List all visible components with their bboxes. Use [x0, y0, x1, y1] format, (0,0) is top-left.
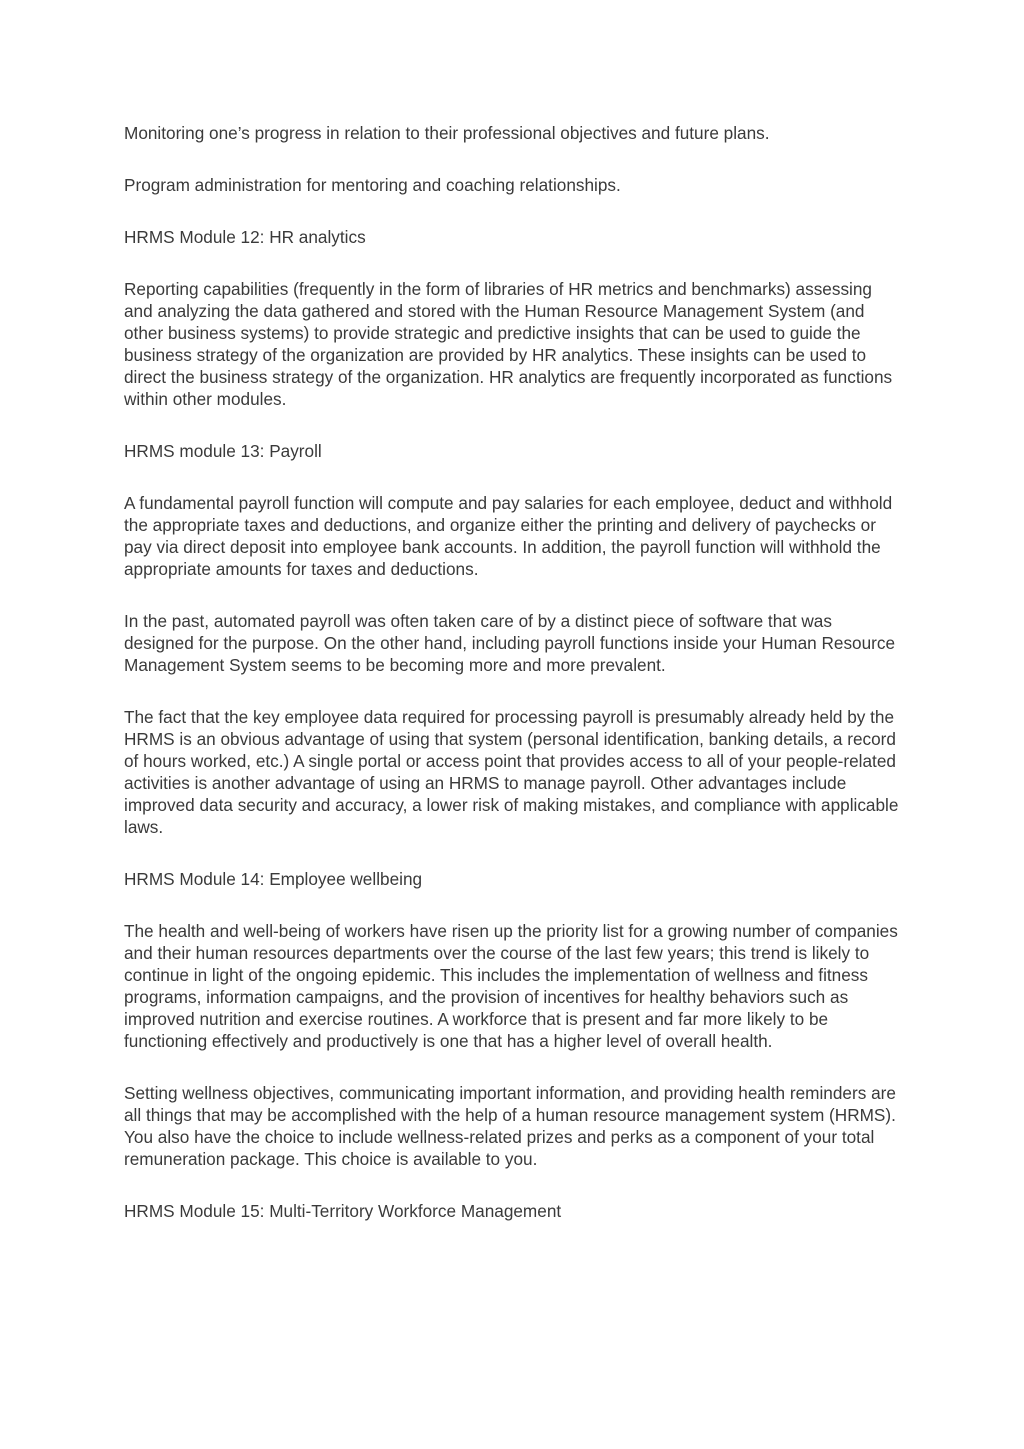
heading-module-14: HRMS Module 14: Employee wellbeing	[124, 869, 423, 889]
paragraph-payroll-history: In the past, automated payroll was often taken care of by a distinct piece of software that was designed for the purpose. On the other hand, including payroll functions inside your Human Resource Management System seems to be becoming more and more prevalent.	[124, 611, 896, 675]
heading-module-15: HRMS Module 15: Multi-Territory Workforce Management	[124, 1201, 562, 1221]
paragraph-employee-wellbeing: The health and well-being of workers have risen up the priority list for a growing number of companies and their human resources departments over the course of the last few years; this trend is likely to continue in light of the ongoing epidemic. This includes the implementation of wellness and fitness programs, information campaigns, and the provision of incentives for healthy behaviors such as improved nutrition and exercise routines. A workforce that is present and far more likely to be functioning effectively and productively is one that has a higher level of overall health.	[124, 921, 898, 1051]
document-body	[124, 122, 904, 1252]
paragraph-payroll-advantages: The fact that the key employee data required for processing payroll is presumably already held by the HRMS is an obvious advantage of using that system (personal identification, banking details, a record of hours worked, etc.) A single portal or access point that provides access to all of your people-related activities is another advantage of using an HRMS to manage payroll. Other advantages include improved data security and accuracy, a lower risk of making mistakes, and compliance with applicable laws.	[124, 707, 899, 837]
paragraph-mentoring-programs: Program administration for mentoring and coaching relationships.	[124, 175, 621, 195]
heading-module-13: HRMS module 13: Payroll	[124, 441, 322, 461]
heading-module-12: HRMS Module 12: HR analytics	[124, 227, 366, 247]
paragraph-wellness-objectives: Setting wellness objectives, communicating important information, and providing health reminders are all things that may be accomplished with the help of a human resource management system (HRMS). You also have the choice to include wellness-related prizes and perks as a component of your total remuneration package. This choice is available to you.	[124, 1083, 896, 1169]
paragraph-progress-monitoring: Monitoring one’s progress in relation to their professional objectives and future plans.	[124, 123, 770, 143]
paragraph-hr-analytics: Reporting capabilities (frequently in the form of libraries of HR metrics and benchmarks) assessing and analyzing the data gathered and stored with the Human Resource Management System (and other business systems) to provide strategic and predictive insights that can be used to guide the business strategy of the organization are provided by HR analytics. These insights can be used to direct the business strategy of the organization. HR analytics are frequently incorporated as functions within other modules.	[124, 279, 893, 409]
paragraph-payroll-function: A fundamental payroll function will compute and pay salaries for each employee, deduct and withhold the appropriate taxes and deductions, and organize either the printing and delivery of paychecks or pay via direct deposit into employee bank accounts. In addition, the payroll function will withhold the appropriate amounts for taxes and deductions.	[124, 493, 893, 579]
